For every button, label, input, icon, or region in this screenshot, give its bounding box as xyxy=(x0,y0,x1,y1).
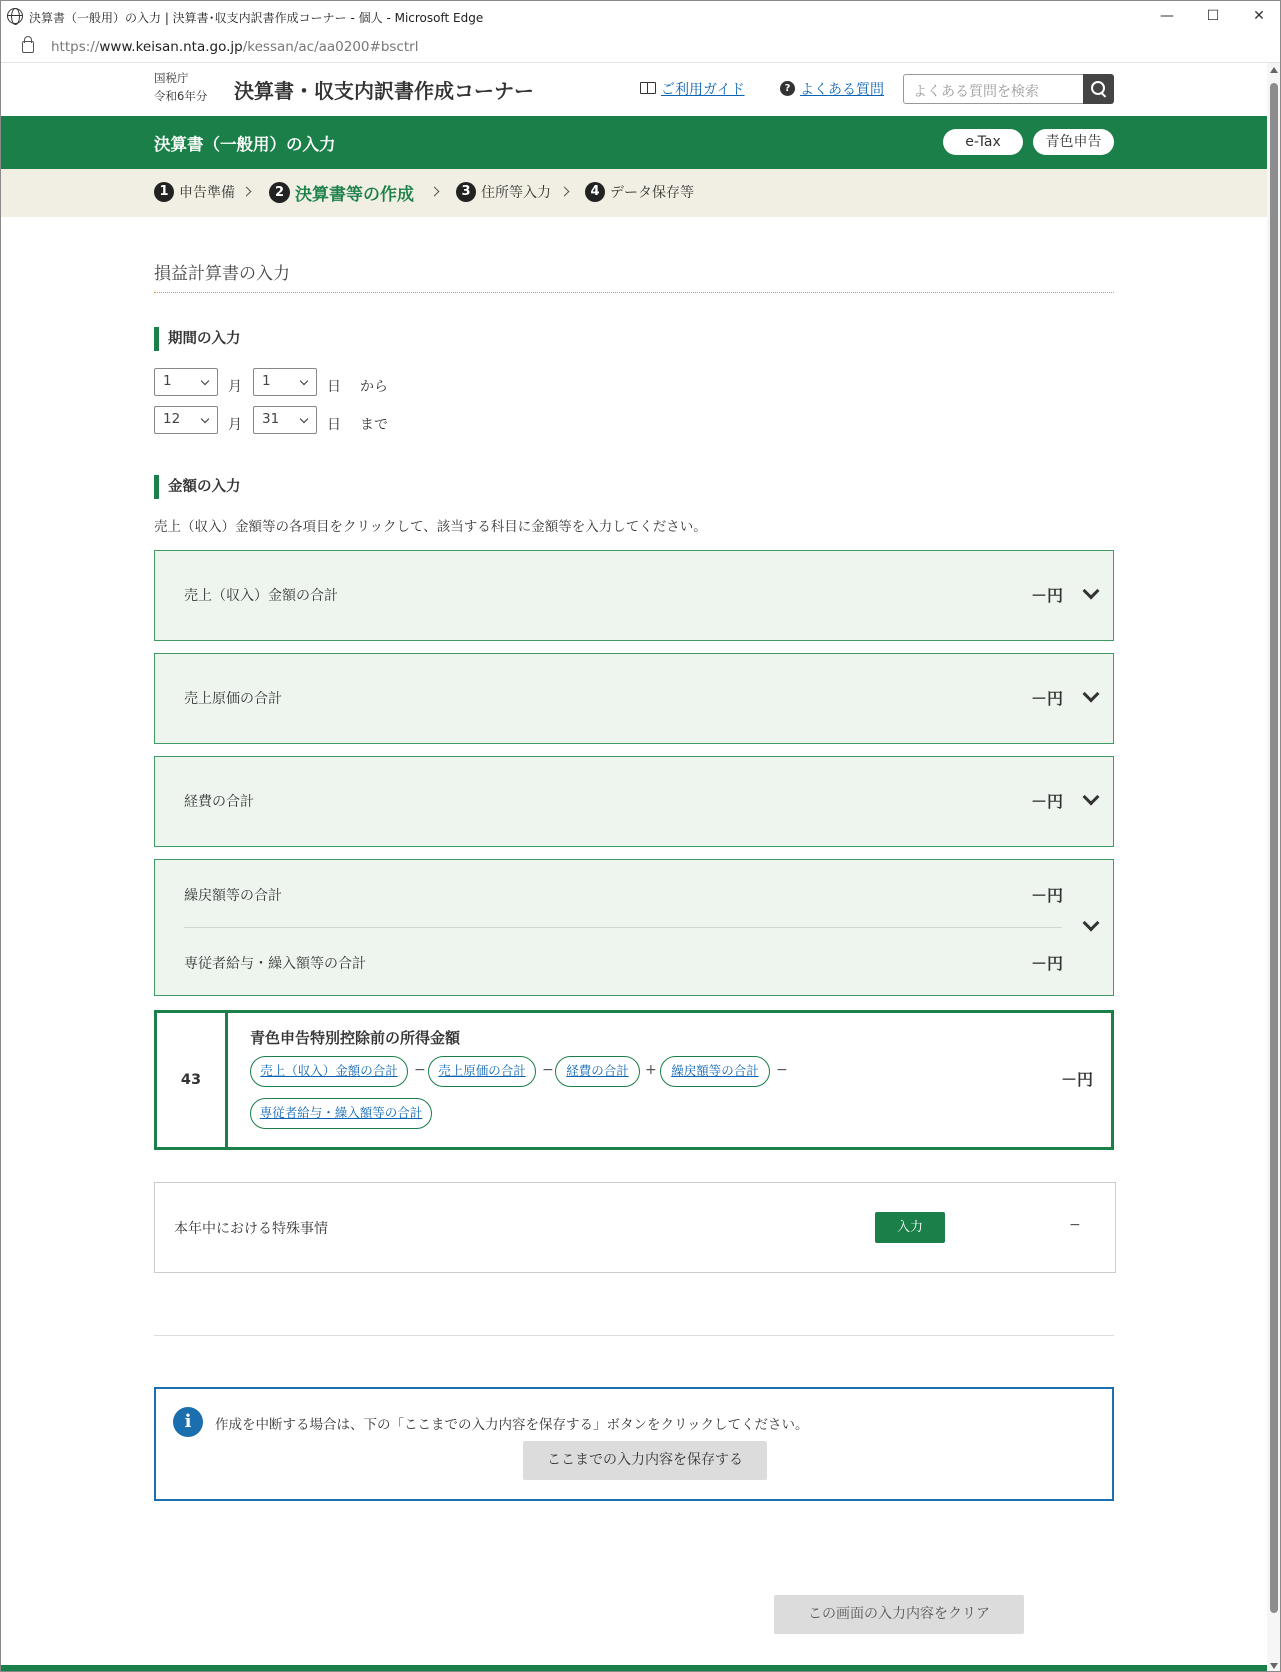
accordion-amount: －円 xyxy=(1030,586,1063,605)
close-button[interactable]: ✕ xyxy=(1253,8,1265,24)
page-content xyxy=(1,63,1267,1672)
window-title: 決算書（一般用）の入力 | 決算書･収支内訳書作成コーナー - 個人 - Microsoft Edge xyxy=(29,11,484,25)
chevron-down-icon[interactable] xyxy=(1083,915,1100,932)
special-label: 本年中における特殊事情 xyxy=(174,1221,328,1237)
save-info-box xyxy=(154,1387,1114,1501)
cost-of-sales-accordion[interactable] xyxy=(154,653,1114,744)
accordion-label: 経費の合計 xyxy=(184,794,254,810)
month-unit: 月 xyxy=(228,379,242,395)
minus-operator: − xyxy=(776,1062,788,1078)
faq-link[interactable]: よくある質問 xyxy=(800,82,884,98)
chevron-right-icon xyxy=(560,187,570,197)
blue-return-button[interactable]: 青色申告 xyxy=(1033,129,1114,155)
amount-heading: 金額の入力 xyxy=(154,475,241,499)
page-title-bar xyxy=(1,116,1267,169)
special-circumstances-row xyxy=(154,1182,1116,1273)
step-1: 1 申告準備 xyxy=(154,182,235,202)
scrollbar[interactable] xyxy=(1267,63,1281,1672)
reversal-and-salary-accordion[interactable] xyxy=(154,859,1114,996)
section-title: 損益計算書の入力 xyxy=(154,264,290,284)
accordion-amount: －円 xyxy=(1030,792,1063,811)
divider xyxy=(154,1335,1114,1336)
minus-operator: − xyxy=(542,1062,554,1078)
to-month-select[interactable]: 12 xyxy=(154,406,218,434)
globe-icon xyxy=(7,8,23,24)
total-title: 青色申告特別控除前の所得金額 xyxy=(250,1029,461,1047)
scroll-up-icon[interactable] xyxy=(1270,67,1278,73)
scroll-down-icon[interactable] xyxy=(1270,1663,1278,1669)
chevron-right-icon xyxy=(430,187,440,197)
clear-input-button[interactable]: この画面の入力内容をクリア xyxy=(774,1595,1024,1634)
special-input-button[interactable]: 入力 xyxy=(875,1212,945,1243)
accordion-amount: －円 xyxy=(1030,886,1063,905)
step-4: 4 データ保存等 xyxy=(585,182,694,202)
day-unit: 日 xyxy=(327,379,341,395)
address-bar[interactable] xyxy=(1,31,1281,63)
accordion-label: 売上原価の合計 xyxy=(184,691,282,707)
org-name: 国税庁 xyxy=(154,71,189,85)
accordion-amount: －円 xyxy=(1030,689,1063,708)
income-total-box xyxy=(154,1010,1114,1150)
url-text[interactable]: https://www.keisan.nta.go.jp/kessan/ac/aa0200#bsctrl xyxy=(51,39,419,55)
accordion-divider xyxy=(184,927,1062,928)
book-icon xyxy=(640,82,656,94)
etax-button[interactable]: e-Tax xyxy=(943,129,1023,155)
month-unit: 月 xyxy=(228,417,242,433)
accordion-label: 繰戻額等の合計 xyxy=(184,888,282,904)
from-day-select[interactable]: 1 xyxy=(253,368,317,396)
page-title: 決算書（一般用）の入力 xyxy=(154,135,336,154)
search-input[interactable]: よくある質問を検索 xyxy=(903,74,1083,104)
chevron-down-icon[interactable] xyxy=(1083,789,1100,806)
chip-salary[interactable]: 専従者給与・繰入額等の合計 xyxy=(250,1098,432,1129)
chip-cost-of-sales[interactable]: 売上原価の合計 xyxy=(428,1056,536,1087)
chevron-right-icon xyxy=(242,187,252,197)
expenses-accordion[interactable] xyxy=(154,756,1114,847)
total-amount: －円 xyxy=(1060,1070,1093,1089)
from-label: から xyxy=(360,379,388,395)
site-title[interactable]: 決算書・収支内訳書作成コーナー xyxy=(234,79,534,103)
step-2-current: 2 決算書等の作成 xyxy=(269,180,414,205)
search-button[interactable] xyxy=(1083,74,1114,104)
minimize-button[interactable]: — xyxy=(1160,8,1174,24)
chip-reversal[interactable]: 繰戻額等の合計 xyxy=(660,1056,770,1087)
info-icon: i xyxy=(173,1407,203,1437)
footer-bar xyxy=(1,1665,1267,1672)
save-progress-button[interactable]: ここまでの入力内容を保存する xyxy=(523,1441,767,1480)
guide-link[interactable]: ご利用ガイド xyxy=(661,82,745,98)
chevron-down-icon[interactable] xyxy=(1083,583,1100,600)
question-icon: ? xyxy=(780,81,795,96)
accordion-label: 売上（収入）金額の合計 xyxy=(184,588,338,604)
tax-year: 令和6年分 xyxy=(154,89,208,103)
to-label: まで xyxy=(360,417,388,433)
to-day-select[interactable]: 31 xyxy=(253,406,317,434)
sales-total-accordion[interactable] xyxy=(154,550,1114,641)
plus-operator: + xyxy=(645,1062,657,1078)
maximize-button[interactable]: ☐ xyxy=(1206,8,1220,24)
line-number: 43 xyxy=(157,1013,228,1147)
title-bar xyxy=(1,1,1281,31)
chevron-down-icon[interactable] xyxy=(1083,686,1100,703)
section-divider xyxy=(154,292,1114,293)
scrollbar-thumb[interactable] xyxy=(1270,83,1278,1613)
lock-icon[interactable] xyxy=(22,41,34,53)
from-month-select[interactable]: 1 xyxy=(154,368,218,396)
info-text: 作成を中断する場合は、下の「ここまでの入力内容を保存する」ボタンをクリックしてください。 xyxy=(215,1417,809,1433)
day-unit: 日 xyxy=(327,417,341,433)
org-block xyxy=(154,69,207,105)
amount-description: 売上（収入）金額等の各項目をクリックして、該当する科目に金額等を入力してください。 xyxy=(154,519,707,535)
period-heading: 期間の入力 xyxy=(154,327,241,351)
accordion-amount-2: －円 xyxy=(1030,954,1063,973)
accordion-label-2: 専従者給与・繰入額等の合計 xyxy=(184,956,366,972)
chip-expenses[interactable]: 経費の合計 xyxy=(555,1056,640,1087)
chip-sales-total[interactable]: 売上（収入）金額の合計 xyxy=(250,1056,408,1087)
step-3: 3 住所等入力 xyxy=(456,182,551,202)
progress-steps xyxy=(1,169,1267,217)
special-value: − xyxy=(1069,1217,1081,1233)
minus-operator: − xyxy=(414,1062,426,1078)
